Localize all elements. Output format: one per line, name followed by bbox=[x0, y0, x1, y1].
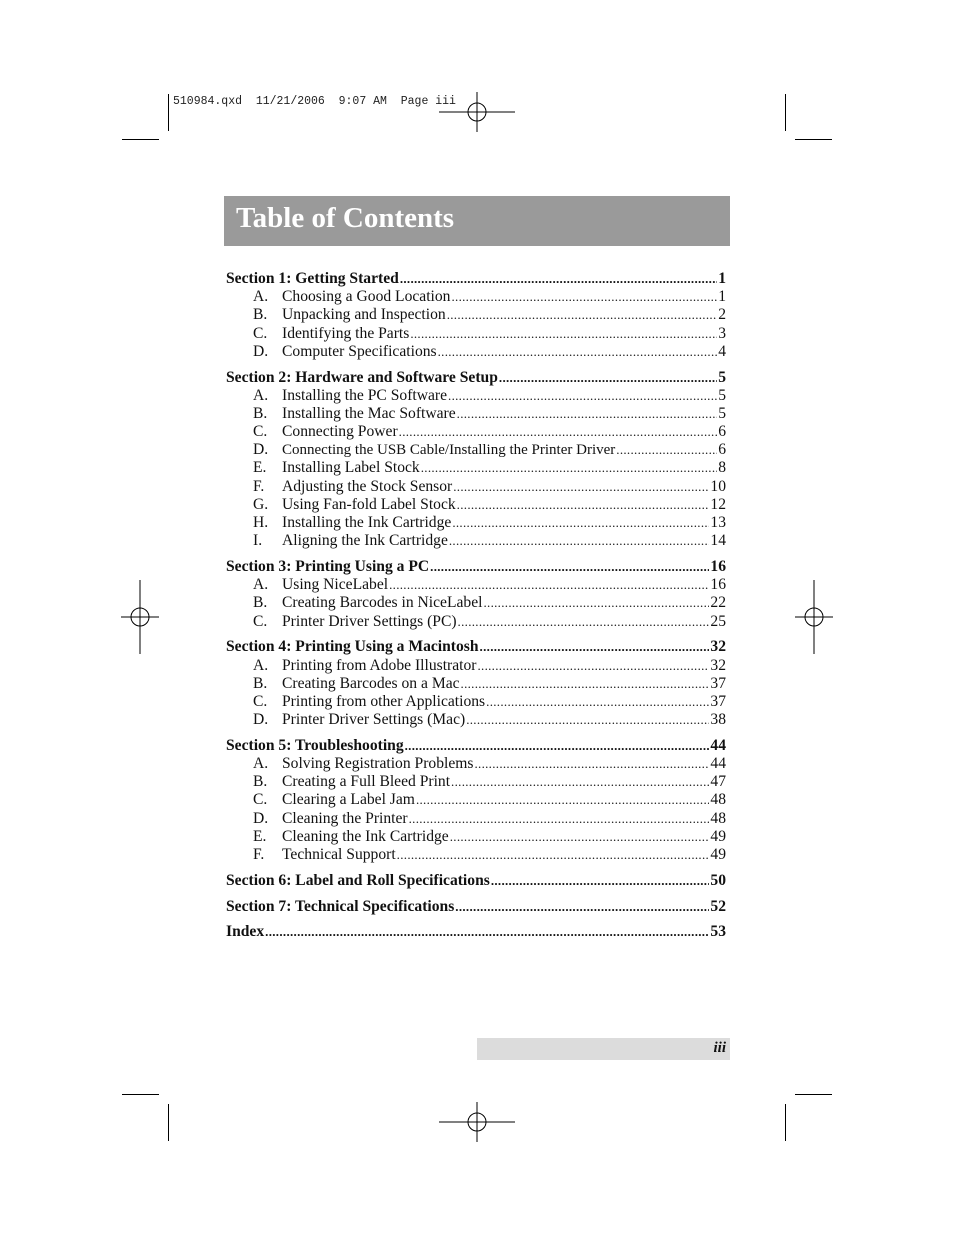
toc-entry-letter: C. bbox=[253, 612, 268, 630]
toc-entry-text: Connecting the USB Cable/Installing the Printer Driver bbox=[282, 442, 616, 459]
toc-entry-letter: B. bbox=[253, 674, 268, 692]
toc-page-number: 25 bbox=[710, 612, 726, 630]
dot-leader bbox=[453, 478, 709, 496]
toc-page-number: 5 bbox=[718, 404, 726, 422]
page-title: Table of Contents bbox=[236, 202, 455, 234]
dot-leader bbox=[448, 387, 717, 405]
toc-entry-text: Printing from Adobe Illustrator bbox=[282, 656, 477, 674]
toc-entry[interactable] bbox=[226, 711, 726, 729]
toc-entry[interactable] bbox=[226, 405, 726, 423]
dot-leader bbox=[474, 755, 709, 773]
toc-entry-text: Installing Label Stock bbox=[282, 459, 420, 477]
toc-entry-text: Cleaning the Printer bbox=[282, 809, 408, 827]
toc-entry-letter: F. bbox=[253, 477, 265, 495]
toc-entry-letter: C. bbox=[253, 324, 268, 342]
toc-entry-letter: E. bbox=[253, 827, 267, 845]
toc-page-number: 2 bbox=[718, 306, 726, 324]
dot-leader bbox=[421, 459, 717, 477]
toc-entry-text: Creating Barcodes in NiceLabel bbox=[282, 594, 483, 612]
toc-entry[interactable] bbox=[226, 423, 726, 441]
toc-entry-letter: D. bbox=[253, 441, 269, 459]
toc-page-number: 49 bbox=[710, 827, 726, 845]
dot-leader bbox=[450, 828, 710, 846]
toc-heading-text: Section 6: Label and Roll Specifications bbox=[226, 871, 490, 889]
toc-entry[interactable] bbox=[226, 810, 726, 828]
crop-mark bbox=[795, 139, 832, 140]
toc-page-number: 44 bbox=[710, 736, 726, 754]
page-number: iii bbox=[713, 1040, 726, 1056]
crop-mark bbox=[795, 1094, 832, 1095]
crop-mark bbox=[122, 1094, 159, 1095]
toc-entry[interactable] bbox=[226, 387, 726, 405]
toc-page-number: 22 bbox=[710, 594, 726, 612]
toc-page-number: 50 bbox=[710, 871, 726, 889]
dot-leader bbox=[447, 306, 718, 324]
toc-entry-text: Installing the Mac Software bbox=[282, 404, 456, 422]
toc-entry-letter: H. bbox=[253, 514, 269, 532]
dot-leader bbox=[486, 693, 709, 711]
dot-leader bbox=[430, 558, 709, 576]
toc-entry[interactable] bbox=[226, 459, 726, 477]
dot-leader bbox=[455, 898, 709, 916]
table-of-contents bbox=[226, 270, 726, 949]
toc-entry[interactable] bbox=[226, 478, 726, 496]
dot-leader bbox=[499, 369, 717, 387]
toc-heading-text: Section 4: Printing Using a Macintosh bbox=[226, 638, 479, 656]
toc-entry-letter: C. bbox=[253, 692, 268, 710]
dot-leader bbox=[399, 423, 718, 441]
toc-entry[interactable] bbox=[226, 828, 726, 846]
toc-section bbox=[226, 872, 726, 890]
toc-page-number: 12 bbox=[710, 495, 726, 513]
toc-entry-text: Technical Support bbox=[282, 846, 396, 863]
toc-page-number: 48 bbox=[710, 791, 726, 809]
dot-leader bbox=[457, 496, 710, 514]
toc-entry-text: Identifying the Parts bbox=[282, 324, 410, 342]
toc-heading-text: Index bbox=[226, 923, 265, 941]
toc-entry[interactable] bbox=[226, 846, 726, 864]
toc-page-number: 1 bbox=[718, 288, 726, 306]
toc-entry[interactable] bbox=[226, 288, 726, 306]
dot-leader bbox=[452, 514, 709, 532]
toc-heading-text: Section 2: Hardware and Software Setup bbox=[226, 368, 498, 386]
dot-leader bbox=[409, 810, 710, 828]
toc-section-heading[interactable] bbox=[226, 737, 726, 755]
crop-mark bbox=[168, 94, 169, 131]
toc-page-number: 14 bbox=[710, 532, 726, 550]
toc-section bbox=[226, 558, 726, 631]
toc-entry-letter: D. bbox=[253, 342, 269, 360]
dot-leader bbox=[265, 923, 709, 941]
toc-entry-letter: B. bbox=[253, 773, 268, 791]
toc-heading-text: Section 3: Printing Using a PC bbox=[226, 558, 430, 575]
dot-leader bbox=[466, 711, 709, 729]
dot-leader bbox=[616, 441, 717, 459]
crop-mark bbox=[785, 94, 786, 131]
toc-entry-text: Using NiceLabel bbox=[282, 576, 389, 594]
crop-mark bbox=[122, 139, 159, 140]
toc-entry-letter: C. bbox=[253, 791, 268, 809]
toc-entry[interactable] bbox=[226, 594, 726, 612]
toc-page-number: 16 bbox=[710, 576, 726, 594]
toc-entry-text: Adjusting the Stock Sensor bbox=[282, 477, 453, 495]
toc-page-number: 16 bbox=[710, 558, 726, 575]
toc-entry-letter: B. bbox=[253, 404, 268, 422]
toc-entry[interactable] bbox=[226, 657, 726, 675]
registration-mark-right bbox=[795, 580, 833, 654]
toc-entry[interactable] bbox=[226, 675, 726, 693]
toc-page-number: 3 bbox=[718, 324, 726, 342]
dot-leader bbox=[451, 773, 709, 791]
toc-page-number: 5 bbox=[718, 386, 726, 404]
toc-page-number: 44 bbox=[710, 755, 726, 773]
dot-leader bbox=[461, 675, 710, 693]
toc-entry-letter: I. bbox=[253, 532, 263, 550]
toc-page-number: 5 bbox=[718, 368, 726, 386]
toc-page-number: 47 bbox=[710, 773, 726, 791]
toc-entry-text: Installing the Ink Cartridge bbox=[282, 514, 452, 532]
toc-entry-letter: A. bbox=[253, 656, 269, 674]
dot-leader bbox=[477, 657, 709, 675]
toc-entry-text: Aligning the Ink Cartridge bbox=[282, 532, 448, 550]
dot-leader bbox=[449, 532, 710, 550]
toc-entry-letter: A. bbox=[253, 386, 269, 404]
toc-section-heading[interactable] bbox=[226, 558, 726, 576]
toc-entry[interactable] bbox=[226, 343, 726, 361]
toc-section bbox=[226, 898, 726, 916]
toc-entry[interactable] bbox=[226, 306, 726, 324]
toc-entry-letter: C. bbox=[253, 423, 268, 441]
toc-entry-letter: B. bbox=[253, 594, 268, 612]
toc-entry-text: Printer Driver Settings (Mac) bbox=[282, 711, 466, 729]
toc-entry-letter: A. bbox=[253, 755, 269, 773]
toc-page-number: 48 bbox=[710, 809, 726, 827]
dot-leader bbox=[397, 846, 710, 864]
toc-entry-text: Solving Registration Problems bbox=[282, 755, 474, 773]
toc-entry-letter: F. bbox=[253, 846, 265, 863]
toc-entry[interactable] bbox=[226, 773, 726, 791]
toc-entry-letter: E. bbox=[253, 459, 267, 477]
toc-entry-letter: B. bbox=[253, 306, 268, 324]
toc-page-number: 32 bbox=[710, 638, 726, 656]
registration-mark-left bbox=[121, 580, 159, 654]
toc-page-number: 13 bbox=[710, 514, 726, 532]
toc-page-number: 10 bbox=[710, 477, 726, 495]
dot-leader bbox=[451, 288, 717, 306]
toc-section bbox=[226, 737, 726, 864]
toc-page-number: 38 bbox=[710, 711, 726, 729]
dot-leader bbox=[491, 872, 710, 890]
toc-page-number: 4 bbox=[718, 342, 726, 360]
toc-entry[interactable] bbox=[226, 755, 726, 773]
dot-leader bbox=[438, 343, 718, 361]
toc-section bbox=[226, 923, 726, 941]
print-slug: 510984.qxd 11/21/2006 9:07 AM Page iii bbox=[173, 95, 456, 108]
toc-entry-text: Choosing a Good Location bbox=[282, 288, 451, 306]
dot-leader bbox=[483, 594, 709, 612]
toc-entry[interactable] bbox=[226, 496, 726, 514]
toc-entry-text: Creating Barcodes on a Mac bbox=[282, 674, 460, 692]
title-banner bbox=[224, 196, 730, 246]
dot-leader bbox=[416, 791, 709, 809]
toc-page-number: 52 bbox=[710, 897, 726, 915]
toc-entry-text: Installing the PC Software bbox=[282, 386, 448, 404]
toc-entry[interactable] bbox=[226, 613, 726, 631]
toc-entry-text: Connecting Power bbox=[282, 423, 398, 441]
toc-entry-letter: A. bbox=[253, 576, 269, 594]
registration-mark-top bbox=[439, 92, 515, 132]
toc-heading-text: Section 1: Getting Started bbox=[226, 270, 399, 287]
toc-section-heading[interactable] bbox=[226, 638, 726, 656]
toc-entry-letter: D. bbox=[253, 711, 269, 729]
toc-heading-text: Section 5: Troubleshooting bbox=[226, 736, 404, 754]
dot-leader bbox=[400, 270, 717, 288]
toc-entry-text: Cleaning the Ink Cartridge bbox=[282, 827, 449, 845]
crop-mark bbox=[168, 1104, 169, 1141]
toc-entry[interactable] bbox=[226, 532, 726, 550]
toc-entry-letter: G. bbox=[253, 495, 269, 513]
toc-page-number: 8 bbox=[718, 459, 726, 477]
toc-section-heading[interactable] bbox=[226, 369, 726, 387]
toc-page-number: 1 bbox=[718, 270, 726, 287]
dot-leader bbox=[405, 737, 710, 755]
dot-leader bbox=[458, 613, 710, 631]
toc-page-number: 37 bbox=[710, 674, 726, 692]
toc-page-number: 49 bbox=[710, 846, 726, 863]
toc-entry-text: Clearing a Label Jam bbox=[282, 791, 415, 809]
toc-section bbox=[226, 638, 726, 729]
toc-section-heading[interactable] bbox=[226, 270, 726, 288]
dot-leader bbox=[389, 576, 709, 594]
toc-entry-text: Printing from other Applications bbox=[282, 692, 486, 710]
toc-section-heading[interactable] bbox=[226, 872, 726, 890]
dot-leader bbox=[480, 638, 710, 656]
toc-section-heading[interactable] bbox=[226, 898, 726, 916]
crop-mark bbox=[785, 1104, 786, 1141]
toc-entry-text: Unpacking and Inspection bbox=[282, 306, 446, 324]
toc-section-heading[interactable] bbox=[226, 923, 726, 941]
toc-entry-text: Computer Specifications bbox=[282, 342, 437, 360]
toc-page-number: 37 bbox=[710, 692, 726, 710]
toc-page-number: 6 bbox=[718, 423, 726, 441]
toc-entry[interactable] bbox=[226, 441, 726, 459]
toc-heading-text: Section 7: Technical Specifications bbox=[226, 897, 455, 915]
toc-entry[interactable] bbox=[226, 514, 726, 532]
toc-entry-letter: D. bbox=[253, 809, 269, 827]
footer-bar bbox=[477, 1038, 730, 1060]
registration-mark-bottom bbox=[439, 1102, 515, 1142]
toc-entry[interactable] bbox=[226, 791, 726, 809]
dot-leader bbox=[457, 405, 718, 423]
toc-page-number: 53 bbox=[710, 923, 726, 941]
toc-entry[interactable] bbox=[226, 576, 726, 594]
toc-entry[interactable] bbox=[226, 693, 726, 711]
toc-entry-text: Creating a Full Bleed Print bbox=[282, 773, 451, 791]
toc-section bbox=[226, 270, 726, 361]
toc-entry-text: Printer Driver Settings (PC) bbox=[282, 612, 457, 630]
toc-entry-letter: A. bbox=[253, 288, 269, 306]
toc-page-number: 32 bbox=[710, 656, 726, 674]
toc-entry[interactable] bbox=[226, 325, 726, 343]
toc-entry-text: Using Fan-fold Label Stock bbox=[282, 495, 456, 513]
dot-leader bbox=[410, 325, 717, 343]
toc-section bbox=[226, 369, 726, 551]
toc-page-number: 6 bbox=[718, 441, 726, 459]
